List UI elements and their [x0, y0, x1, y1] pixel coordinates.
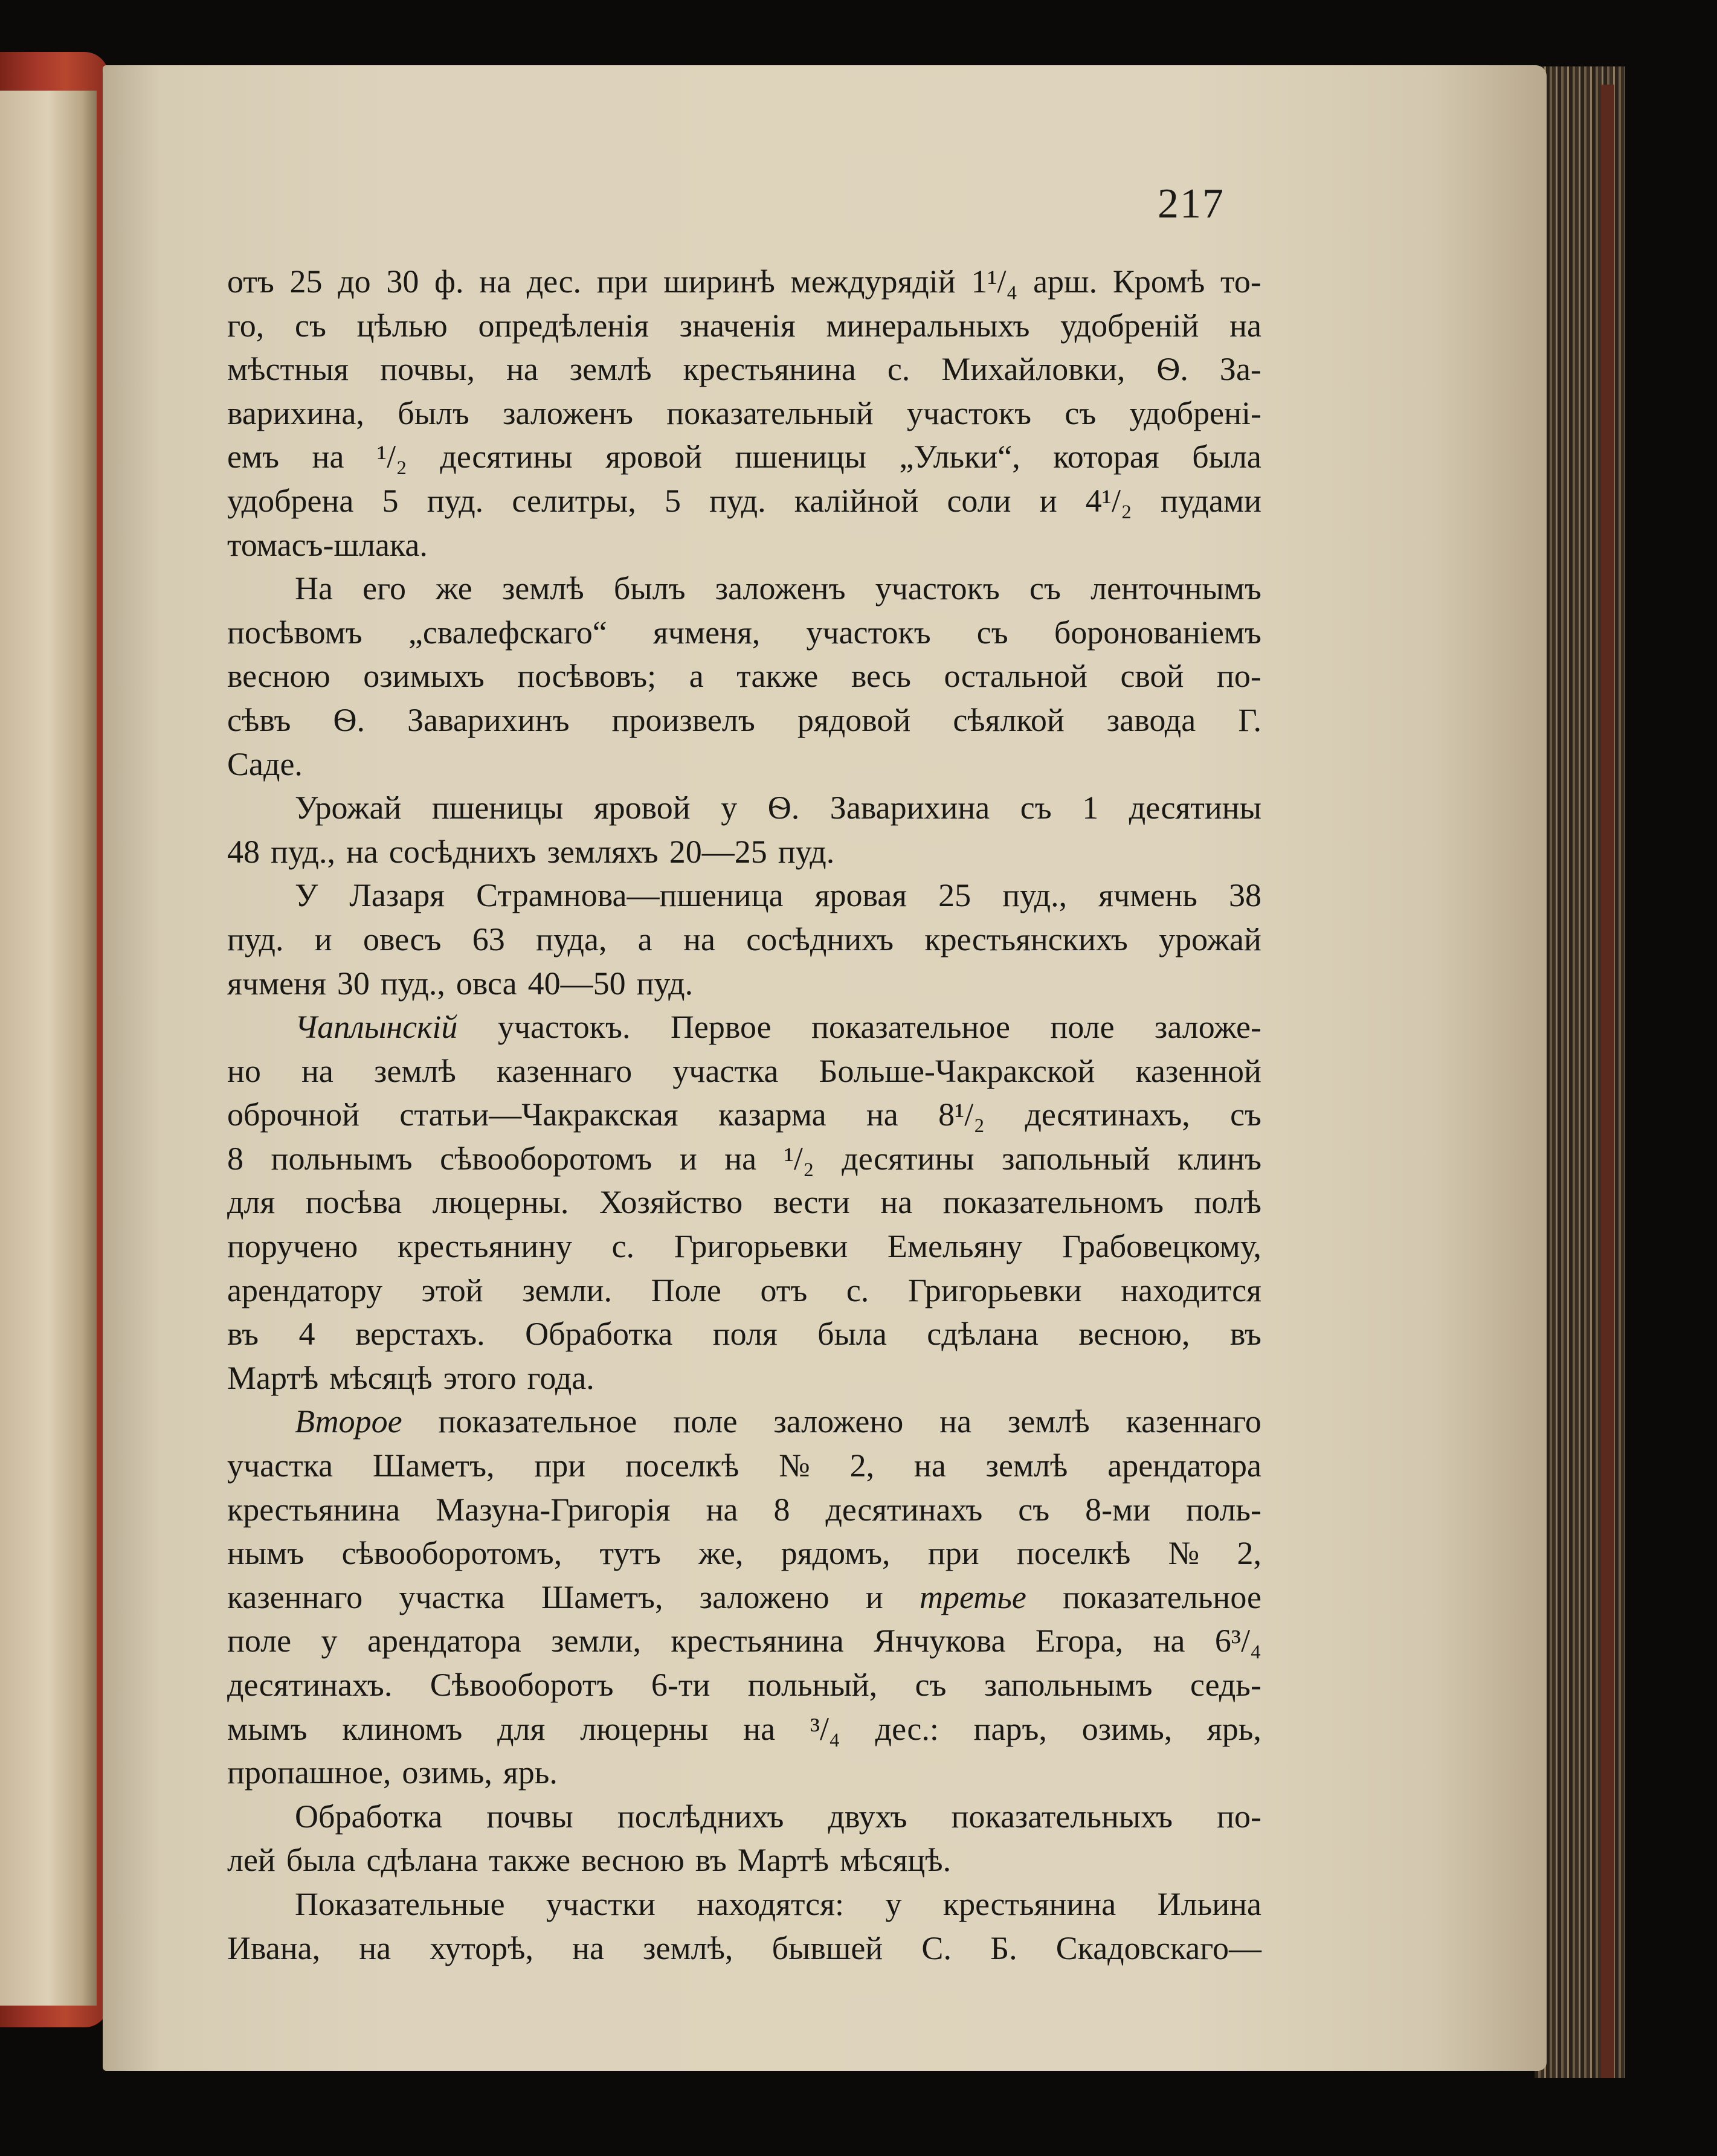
text-line: крестьянина Мазуна-Григорія на 8 десятинахъ съ 8-ми поль-: [227, 1491, 1261, 1528]
text-line: емъ на ¹/₂ десятины яровой пшеницы „Ульки“, которая была: [227, 439, 1261, 475]
text-line: отъ 25 до 30 ф. на дес. при ширинѣ междурядій 1¹/₄ арш. Кромѣ то-: [227, 263, 1261, 300]
text-line: томасъ-шлака.: [227, 526, 428, 563]
text-line: Чаплынскій участокъ. Первое показательное поле заложе-: [295, 1009, 1261, 1046]
text-line: Обработка почвы послѣднихъ двухъ показательныхъ по-: [295, 1798, 1261, 1835]
text-line: Мартѣ мѣсяцѣ этого года.: [227, 1359, 594, 1396]
text-line: мымъ клиномъ для люцерны на ³/₄ дес.: паръ, озимь, ярь,: [227, 1710, 1261, 1747]
text-line: На его же землѣ былъ заложенъ участокъ съ ленточнымъ: [295, 570, 1261, 607]
text-line: но на землѣ казеннаго участка Больше-Чакракской казенной: [227, 1052, 1261, 1089]
text-line: го, съ цѣлью опредѣленія значенія минеральныхъ удобреній на: [227, 307, 1261, 344]
text-line: лей была сдѣлана также весною въ Мартѣ мѣсяцѣ.: [227, 1842, 952, 1879]
text-line: казеннаго участка Шаметъ, заложено и третье показательное: [227, 1578, 1261, 1615]
text-line: Саде.: [227, 745, 303, 782]
text-line: весною озимыхъ посѣвовъ; а также весь остальной свой по-: [227, 658, 1261, 695]
book-cover-right: [1601, 85, 1614, 2078]
text-line: ячменя 30 пуд., овса 40—50 пуд.: [227, 965, 694, 1002]
text-line: десятинахъ. Сѣвооборотъ 6-ти польный, съ запольнымъ седь-: [227, 1667, 1261, 1703]
text-line: Второе показательное поле заложено на землѣ казеннаго: [295, 1403, 1261, 1440]
text-line: Ивана, на хуторѣ, на землѣ, бывшей С. Б. Скадовскаго—: [227, 1929, 1261, 1966]
text-line: для посѣва люцерны. Хозяйство вести на показательномъ полѣ: [227, 1184, 1261, 1221]
text-line: Урожай пшеницы яровой у Ѳ. Заварихина съ 1 десятины: [295, 790, 1261, 826]
text-line: въ 4 верстахъ. Обработка поля была сдѣлана весною, въ: [227, 1316, 1261, 1353]
text-line: участка Шаметъ, при поселкѣ № 2, на землѣ арендатора: [227, 1447, 1261, 1484]
text-line: посѣвомъ „свалефскаго“ ячменя, участокъ съ боронованіемъ: [227, 614, 1261, 651]
text-line: сѣвъ Ѳ. Заварихинъ произвелъ рядовой сѣялкой завода Г.: [227, 701, 1261, 738]
text-line: мѣстныя почвы, на землѣ крестьянина с. Михайловки, Ѳ. За-: [227, 351, 1261, 388]
text-line: 8 польнымъ сѣвооборотомъ и на ¹/₂ десятины запольный клинъ: [227, 1140, 1261, 1177]
text-line: Показательные участки находятся: у крестьянина Ильина: [295, 1885, 1261, 1922]
text-line: удобрена 5 пуд. селитры, 5 пуд. калійной соли и 4¹/₂ пудами: [227, 482, 1261, 519]
text-line: пропашное, озимь, ярь.: [227, 1754, 558, 1791]
text-line: поручено крестьянину с. Григорьевки Емельяну Грабовецкому,: [227, 1228, 1261, 1265]
text-line: нымъ сѣвооборотомъ, тутъ же, рядомъ, при поселкѣ № 2,: [227, 1535, 1261, 1572]
page-edge-left: [0, 91, 97, 2006]
text-line: арендатору этой земли. Поле отъ с. Григорьевки находится: [227, 1272, 1261, 1308]
page-number: 217: [1158, 181, 1225, 227]
text-line: варихина, былъ заложенъ показательный участокъ съ удобренi-: [227, 394, 1261, 431]
text-line: пуд. и овесъ 63 пуда, а на сосѣднихъ крестьянскихъ урожай: [227, 921, 1261, 957]
text-line: оброчной статьи—Чакракская казарма на 8¹/₂ десятинахъ, съ: [227, 1096, 1261, 1133]
text-line: 48 пуд., на сосѣднихъ земляхъ 20—25 пуд.: [227, 833, 835, 870]
text-line: У Лазаря Страмнова—пшеница яровая 25 пуд., ячмень 38: [295, 877, 1261, 914]
page-text: [227, 260, 1261, 1970]
text-line: поле у арендатора земли, крестьянина Янчукова Егора, на 6³/₄: [227, 1623, 1261, 1659]
